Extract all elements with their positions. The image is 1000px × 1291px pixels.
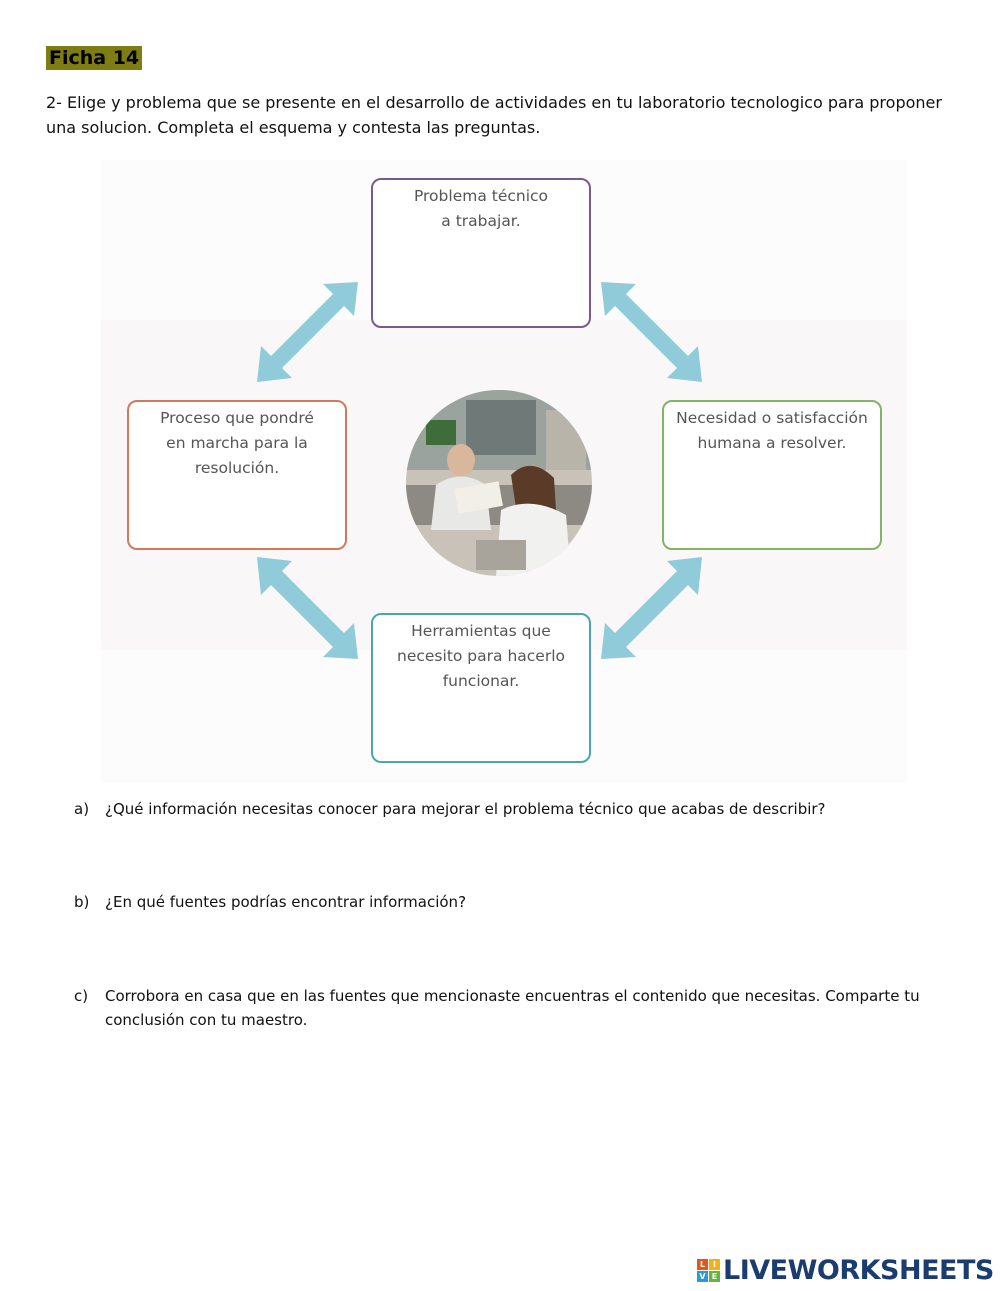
logo-squares — [697, 1259, 720, 1282]
box-technical-problem: Problema técnico a trabajar. — [371, 178, 591, 328]
question-letter: a) — [74, 800, 90, 818]
question-text: ¿Qué información necesitas conocer para mejorar el problema técnico que acabas de describir? — [105, 800, 826, 818]
logo-square-i: I — [709, 1259, 720, 1270]
arrow-top-right — [601, 282, 702, 382]
logo-square-l: L — [697, 1259, 708, 1270]
worksheet-title: Ficha 14 — [46, 46, 142, 70]
arrow-top-left — [257, 282, 358, 382]
question-text: ¿En qué fuentes podrías encontrar información? — [105, 893, 467, 911]
logo-wordmark: LIVEWORKSHEETS — [723, 1254, 994, 1286]
box-process: Proceso que pondré en marcha para la resolución. — [127, 400, 347, 550]
logo-square-e: E — [709, 1271, 720, 1282]
lab-students-photo — [406, 390, 592, 576]
arrow-bottom-right — [601, 557, 702, 659]
box-tools: Herramientas que necesito para hacerlo funcionar. — [371, 613, 591, 763]
liveworksheets-logo — [697, 1254, 994, 1286]
box-human-need: Necesidad o satisfacción humana a resolver. — [662, 400, 882, 550]
question-letter: c) — [74, 987, 89, 1005]
scheme-diagram — [101, 160, 907, 782]
question-letter: b) — [74, 893, 90, 911]
logo-square-v: V — [697, 1271, 708, 1282]
arrow-bottom-left — [257, 557, 358, 659]
instructions: 2- Elige y problema que se presente en el desarrollo de actividades en tu laboratorio tecnologico para proponer una solucion. Completa el esquema y contesta las preguntas. — [46, 93, 942, 137]
question-text: Corrobora en casa que en las fuentes que mencionaste encuentras el contenido que necesitas. Comparte tu conclusión con tu maestro. — [105, 987, 920, 1029]
